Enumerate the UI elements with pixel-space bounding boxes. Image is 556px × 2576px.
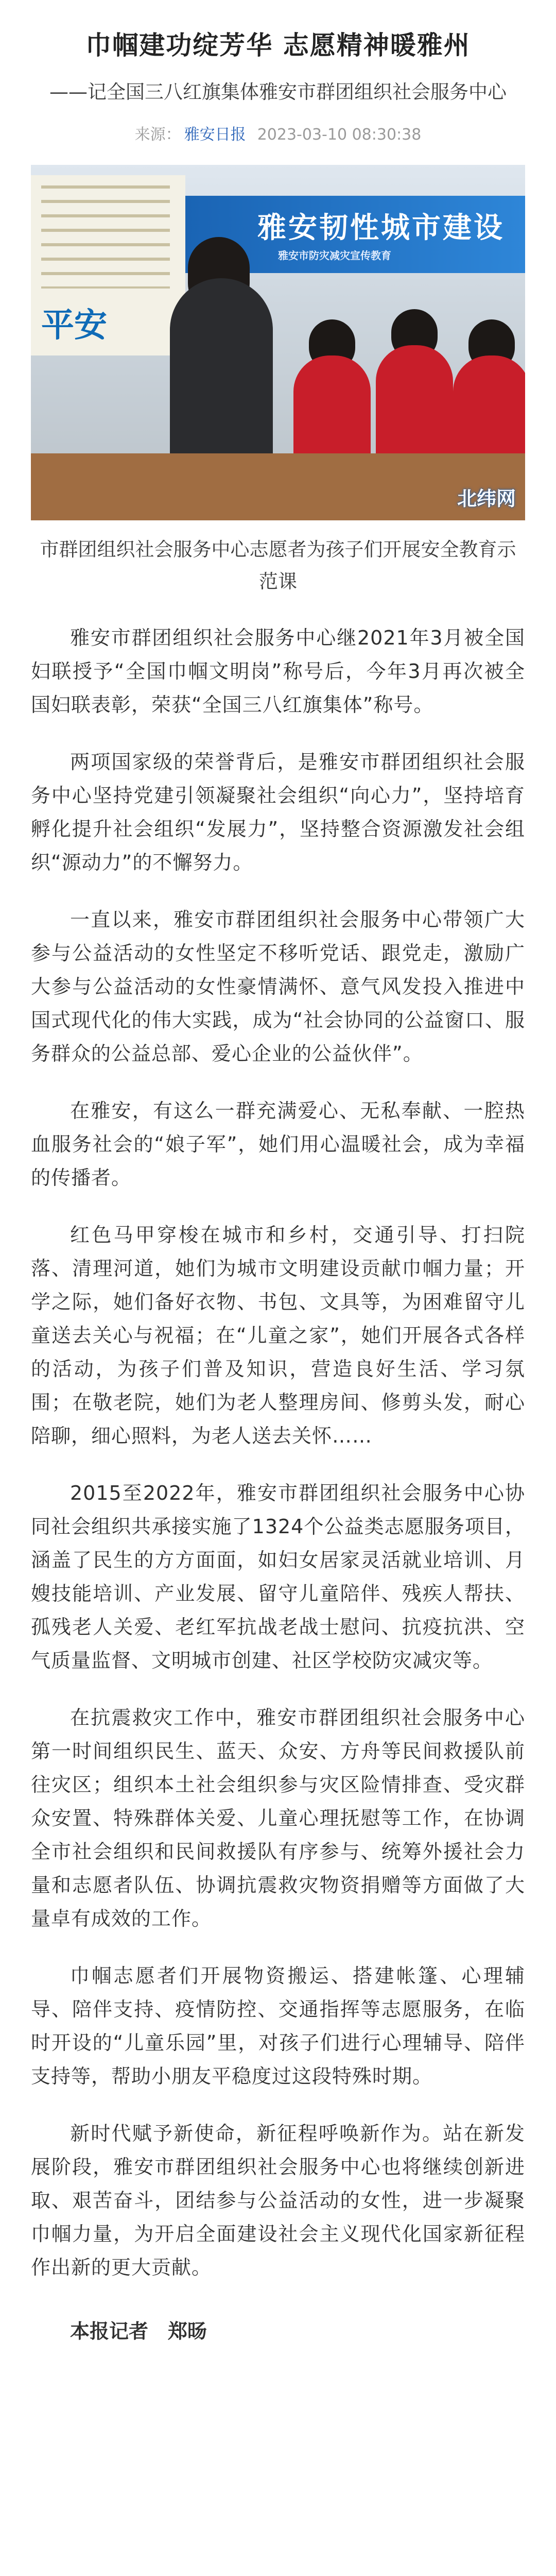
article-title: 巾帼建功绽芳华 志愿精神暖雅州 bbox=[85, 30, 471, 60]
photo-board-lines bbox=[41, 185, 170, 289]
paragraph: 在抗震救灾工作中，雅安市群团组织社会服务中心第一时间组织民生、蓝天、众安、方舟等民间救援队前往灾区；组织本土社会组织参与灾区险情排查、受灾群众安置、特殊群体关爱、儿童心理抚慰等工作，在协调全市社会组织和民间救援队有序参与、统筹外援社会力量和志愿者队伍、协调抗震救灾物资捐赠等方面做了大量卓有成效的工作。 bbox=[31, 1706, 525, 1930]
paragraph: 红色马甲穿梭在城市和乡村，交通引导、打扫院落、清理河道，她们为城市文明建设贡献巾帼力量；开学之际，她们备好衣物、书包、文具等，为困难留守儿童送去关心与祝福；在“儿童之家”，她们开展各式各样的活动，为孩子们普及知识，营造良好生活、学习氛围；在敬老院，她们为老人整理房间、修剪头发，耐心陪聊，细心照料，为老人送去关怀…… bbox=[31, 1224, 525, 1447]
article-subtitle: ——记全国三八红旗集体雅安市群团组织社会服务中心 bbox=[49, 81, 507, 103]
paragraph: 在雅安，有这么一群充满爱心、无私奉献、一腔热血服务社会的“娘子军”，她们用心温暖社会，成为幸福的传播者。 bbox=[31, 1099, 525, 1189]
paragraph: 巾帼志愿者们开展物资搬运、搭建帐篷、心理辅导、陪伴支持、疫情防控、交通指挥等志愿服务，在临时开设的“儿童乐园”里，对孩子们进行心理辅导、陪伴支持等，帮助小朋友平稳度过这段特殊时期。 bbox=[31, 1964, 525, 2088]
article-meta bbox=[31, 122, 525, 144]
photo-board-text: 平安 bbox=[41, 307, 107, 345]
article-photo bbox=[31, 165, 525, 520]
paragraph: 雅安市群团组织社会服务中心继2021年3月被全国妇联授予“全国巾帼文明岗”称号后，今年3月再次被全国妇联表彰，荣获“全国三八红旗集体”称号。 bbox=[31, 626, 525, 716]
reporter-byline: 本报记者 郑旸 bbox=[70, 2320, 207, 2343]
photo-banner-sub: 雅安市防灾减灾宣传教育 bbox=[278, 249, 391, 262]
paragraph: 一直以来，雅安市群团组织社会服务中心带领广大参与公益活动的女性坚定不移听党话、跟党走，激励广大参与公益活动的女性豪情满怀、意气风发投入推进中国式现代化的伟大实践，成为“社会协同的公益窗口、服务群众的公益总部、爱心企业的公益伙伴”。 bbox=[31, 908, 525, 1065]
photo-desk bbox=[31, 453, 525, 520]
paragraph: 新时代赋予新使命，新征程呼唤新作为。站在新发展阶段，雅安市群团组织社会服务中心也将继续创新进取、艰苦奋斗，团结参与公益活动的女性，进一步凝聚巾帼力量，为开启全面建设社会主义现代化国家新征程作出新的更大贡献。 bbox=[31, 2122, 525, 2279]
photo-banner-text: 雅安韧性城市建设 bbox=[257, 211, 505, 245]
photo-caption: 市群团组织社会服务中心志愿者为孩子们开展安全教育示范课 bbox=[40, 538, 516, 592]
publish-datetime: 2023-03-10 08:30:38 bbox=[257, 126, 422, 144]
source-label: 来源： bbox=[134, 126, 181, 144]
article bbox=[0, 25, 556, 2344]
paragraph: 两项国家级的荣誉背后，是雅安市群团组织社会服务中心坚持党建引领凝聚社会组织“向心力”，坚持培育孵化提升社会组织“发展力”，坚持整合资源激发社会组织“源动力”的不懈努力。 bbox=[31, 751, 525, 874]
source-link[interactable]: 雅安日报 bbox=[184, 126, 246, 144]
paragraph: 2015至2022年，雅安市群团组织社会服务中心协同社会组织共承接实施了1324个公益类志愿服务项目，涵盖了民生的方方面面，如妇女居家灵活就业培训、月嫂技能培训、产业发展、留守儿童陪伴、残疾人帮扶、孤残老人关爱、老红军抗战老战士慰问、抗疫抗洪、空气质量监督、文明城市创建、社区学校防灾减灾等。 bbox=[31, 1482, 525, 1672]
photo-watermark-logo: 北纬网 bbox=[457, 487, 516, 510]
